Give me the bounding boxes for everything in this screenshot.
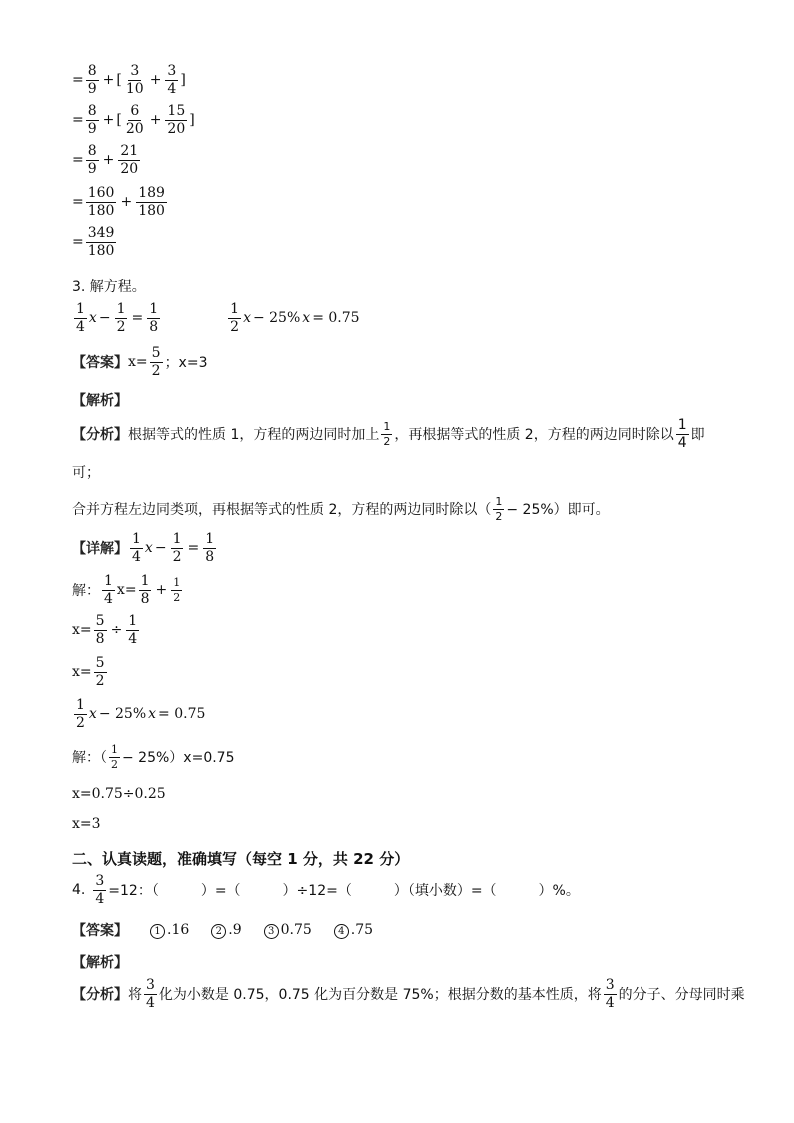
fraction: $\frac{8}{9}$ [87, 143, 97, 177]
fraction: $\frac{21}{20}$ [120, 143, 139, 177]
calc-line-1: = $\frac{8}{9}$ + [ $\frac{3}{10}$ + $\frac{3}{4}$ ] [72, 63, 186, 97]
fraction: $\frac{8}{9}$ [87, 103, 97, 137]
answer-tag: 【答案】 [72, 355, 128, 372]
fraction: $\frac{349}{180}$ [87, 225, 115, 259]
question-3-analysis-tag: 【解析】 [72, 393, 128, 409]
fraction: $\frac{15}{20}$ [167, 103, 186, 137]
fraction: $\frac{3}{4}$ [167, 63, 177, 97]
fraction: $\frac{6}{20}$ [125, 103, 144, 137]
question-3-detail-1: 【详解】 $\frac{1}{4}$ x − $\frac{1}{2}$ = $\frac{1}{8}$ [72, 531, 215, 565]
question-3-detail-8: x=3 [72, 816, 101, 832]
calc-line-3: = $\frac{8}{9}$ + $\frac{21}{20}$ [72, 143, 139, 177]
question-3-title: 3. 解方程。 [72, 279, 146, 295]
fraction: $\frac{8}{9}$ [87, 63, 97, 97]
fraction: $\frac{3}{10}$ [125, 63, 144, 97]
calc-line-2: = $\frac{8}{9}$ + [ $\frac{6}{20}$ + $\frac{15}{20}$ ] [72, 103, 195, 137]
question-4-answer: 【答案】 1 .16 2 .9 3 0.75 4 .75 [72, 921, 374, 939]
question-3-detail-3: x= $\frac{5}{8}$ ÷ $\frac{1}{4}$ [72, 613, 138, 647]
question-3-fenxi-line2: 合并方程左边同类项，再根据等式的性质 2，方程的两边同时除以（ $\frac{1}{2}$ − 25%）即可。 [72, 495, 610, 523]
section-2-heading: 二、认真读题，准确填写（每空 1 分，共 22 分） [72, 850, 410, 868]
answer-item-3: 3 0.75 [264, 922, 312, 939]
question-3-detail-6: 解：（ $\frac{1}{2}$ − 25%）x=0.75 [72, 743, 235, 771]
question-4-analysis-tag: 【解析】 [72, 955, 128, 971]
calc-line-5: = $\frac{349}{180}$ [72, 225, 115, 259]
question-3-fenxi: 【分析】 根据等式的性质 1，方程的两边同时加上 $\frac{1}{2}$ ，再根据等式的性质 2，方程的两边同时除以 $\frac{1}{4}$ 即 [72, 417, 705, 451]
answer-item-2: 2 .9 [211, 922, 241, 939]
question-4-fenxi: 【分析】 将 $\frac{3}{4}$ 化为小数是 0.75，0.75 化为百分数是 75%；根据分数的基本性质，将 $\frac{3}{4}$ 的分子、分母同时乘 [72, 977, 745, 1011]
question-3-equations: $\frac{1}{4}$ x − $\frac{1}{2}$ = $\frac{1}{8}$ $\frac{1}{2}$ x − 25% x = 0.75 [76, 301, 360, 335]
question-4: 4. $\frac{3}{4}$ =12：（ ）=（ ）÷12=（ ）（填小数）=（ ）%。 [72, 873, 580, 907]
answer-item-1: 1 .16 [150, 922, 189, 939]
fraction: $\frac{189}{180}$ [138, 185, 165, 219]
question-3-detail-7: x=0.75÷0.25 [72, 786, 166, 802]
question-3-answer: 【答案】 x= $\frac{5}{2}$ ；x=3 [72, 345, 208, 379]
question-3-detail-4: x= $\frac{5}{2}$ [72, 655, 105, 689]
question-3-fenxi-cont: 可； [72, 465, 100, 481]
question-3-detail-5: $\frac{1}{2}$ x − 25% x = 0.75 [76, 697, 206, 731]
answer-item-4: 4 .75 [334, 922, 373, 939]
question-3-detail-2: 解： $\frac{1}{4}$ x= $\frac{1}{8}$ + $\frac{1}{2}$ [72, 573, 181, 607]
equals-sign: = [72, 72, 84, 89]
fraction: $\frac{160}{180}$ [87, 185, 115, 219]
calc-line-4: = $\frac{160}{180}$ + $\frac{189}{180}$ [72, 185, 165, 219]
